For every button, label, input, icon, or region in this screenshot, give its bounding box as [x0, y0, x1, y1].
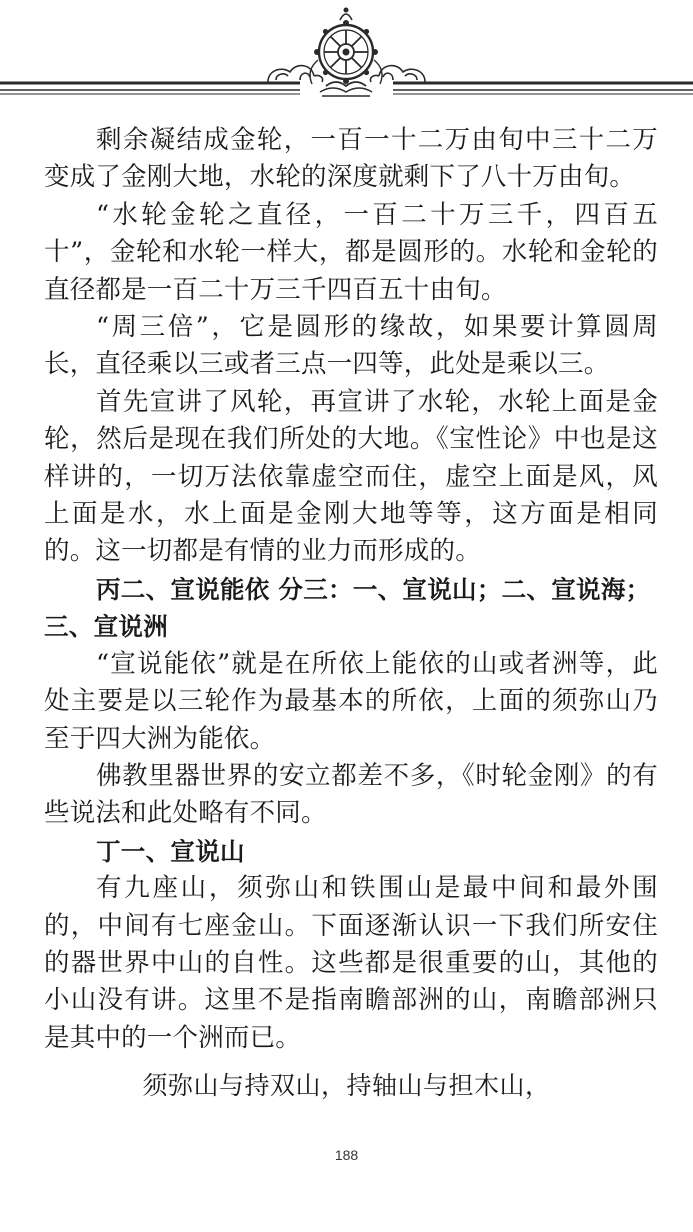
header-border-graphic — [0, 0, 693, 110]
paragraph: “宣说能依”就是在所依上能依的山或者洲等，此处主要是以三轮作为最基本的所依，上面的须弥山乃至于四大洲为能依。 — [44, 648, 658, 754]
main-text-body — [44, 122, 658, 1057]
right-rule — [393, 83, 693, 94]
left-rule — [0, 83, 300, 94]
paragraph: 有九座山，须弥山和铁围山是最中间和最外围的，中间有七座金山。下面逐渐认识一下我们所安住的器世界中山的自性。这些都是很重要的山，其他的小山没有讲。这里不是指南瞻部洲的山，南瞻部洲只是其中的一个洲而已。 — [44, 873, 658, 1053]
verse-line: 须弥山与持双山，持轴山与担木山， — [142, 1071, 551, 1100]
paragraph: 佛教里器世界的安立都差不多，《时轮金刚》的有些说法和此处略有不同。 — [44, 760, 658, 829]
dharma-wheel-icon — [310, 8, 382, 97]
subsection-heading: 丁一、宣说山 — [96, 836, 245, 866]
paragraph: “周三倍”，它是圆形的缘故，如果要计算圆周长，直径乘以三或者三点一四等，此处是乘以三。 — [44, 312, 658, 380]
left-cloud-scroll — [268, 66, 323, 82]
page-header-ornament — [0, 0, 693, 110]
paragraph: “水轮金轮之直径，一百二十万三千，四百五十”，金轮和水轮一样大，都是圆形的。水轮和金轮的直径都是一百二十万三千四百五十由旬。 — [44, 199, 658, 305]
section-heading: 丙二、宣说能依 分三：一、宣说山；二、宣说海；三、宣说洲 — [44, 574, 651, 642]
page-number: 188 — [334, 1147, 359, 1163]
right-cloud-scroll — [370, 66, 425, 82]
paragraph: 首先宣讲了风轮，再宣讲了水轮，水轮上面是金轮，然后是现在我们所处的大地。《宝性论》中也是这样讲的，一切万法依靠虚空而住，虚空上面是风，风上面是水，水上面是金刚大地等等，这方面是相同的。这一切都是有情的业力而形成的。 — [44, 386, 658, 567]
paragraph: 剩余凝结成金轮，一百一十二万由旬中三十二万变成了金刚大地，水轮的深度就剩下了八十万由旬。 — [44, 125, 658, 193]
